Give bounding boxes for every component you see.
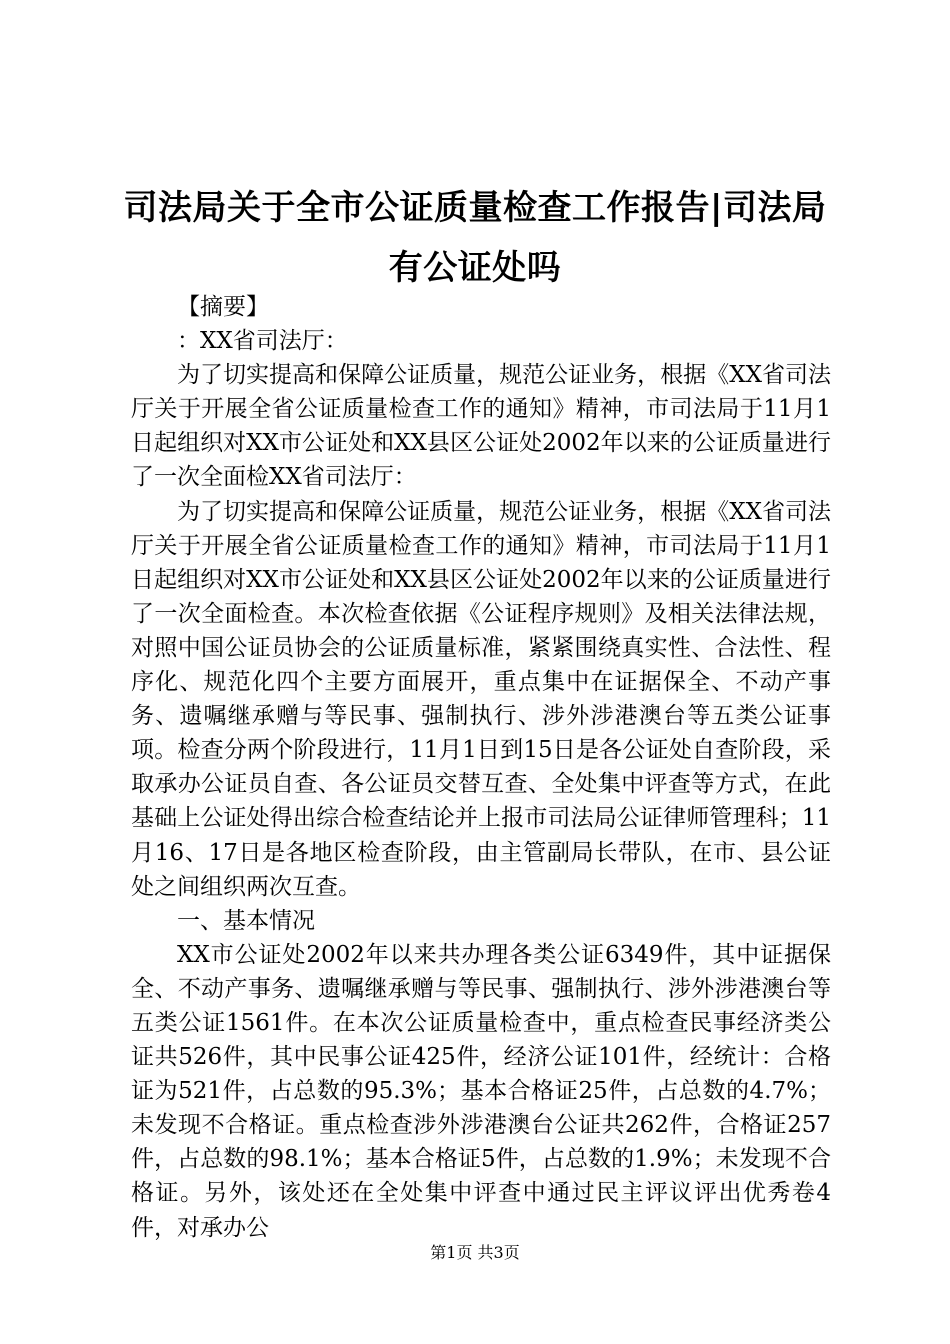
document-title: 司法局关于全市公证质量检查工作报告|司法局有公证处吗	[123, 188, 827, 288]
paragraph-1: 为了切实提高和保障公证质量，规范公证业务，根据《XX省司法厅关于开展全省公证质量检查工作的通知》精神，市司法局于11月1日起组织对XX市公证处和XX县区公证处2002年以来的公证质量进行了一次全面检XX省司法厅：	[131, 362, 831, 491]
section-paragraph: XX市公证处2002年以来共办理各类公证6349件，其中证据保全、不动产事务、遗嘱继承赠与等民事、强制执行、涉外涉港澳台等五类公证1561件。在本次公证质量检查中，重点检查民事经济类公证共526件，其中民事公证425件，经济公证101件，经统计：合格证为521件，占总数的95.3%；基本合格证25件，占总数的4.7%；未发现不合格证。重点检查涉外涉港澳台公证共262件，合格证257件，占总数的98.1%；基本合格证5件，占总数的1.9%；未发现不合格证。另外，该处还在全处集中评查中通过民主评议评出优秀卷4件，对承办公	[131, 941, 831, 1241]
section-heading: 一、基本情况	[177, 907, 315, 934]
abstract-label: 【摘要】	[177, 294, 269, 320]
salutation: ：XX省司法厅：	[177, 328, 348, 355]
document-body	[131, 290, 831, 1245]
paragraph-2: 为了切实提高和保障公证质量，规范公证业务，根据《XX省司法厅关于开展全省公证质量检查工作的通知》精神，市司法局于11月1日起组织对XX市公证处和XX县区公证处2002年以来的公证质量进行了一次全面检查。本次检查依据《公证程序规则》及相关法律法规，对照中国公证员协会的公证质量标准，紧紧围绕真实性、合法性、程序化、规范化四个主要方面展开，重点集中在证据保全、不动产事务、遗嘱继承赠与等民事、强制执行、涉外涉港澳台等五类公证事项。检查分两个阶段进行，11月1日到15日是各公证处自查阶段，采取承办公证员自查、各公证员交替互查、全处集中评查等方式，在此基础上公证处得出综合检查结论并上报市司法局公证律师管理科；11月16、17日是各地区检查阶段，由主管副局长带队，在市、县公证处之间组织两次互查。	[131, 498, 831, 900]
page-footer: 第1页 共3页	[430, 1243, 520, 1262]
